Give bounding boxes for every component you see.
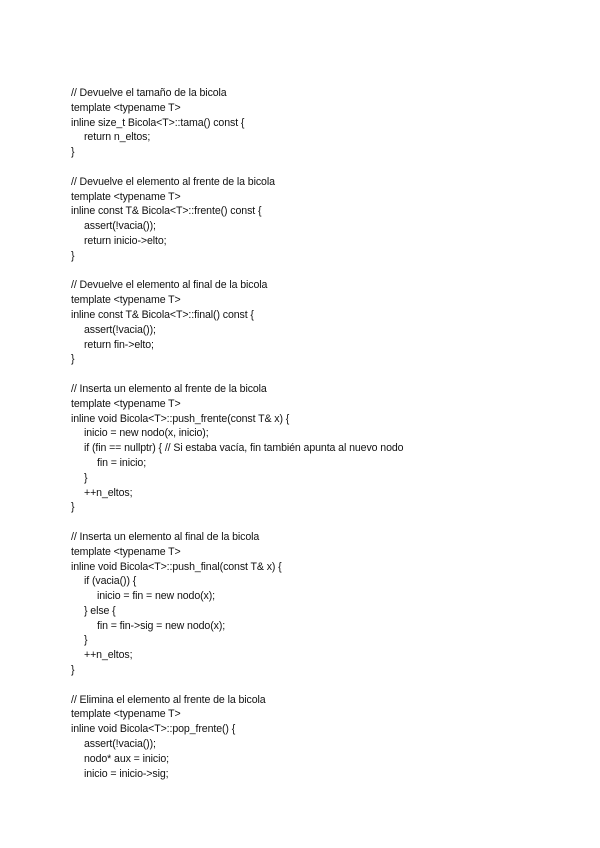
code-line: template <typename T> [71,190,181,203]
code-line: assert(!vacia()); [84,220,156,233]
blank-line [71,160,591,175]
code-line: nodo* aux = inicio; [84,752,169,765]
function-block [71,86,591,160]
code-line: return n_eltos; [84,131,151,144]
blank-line [71,264,591,279]
code-comment-line: // Inserta un elemento al final de la bicola [71,530,260,543]
code-line: ++n_eltos; [84,486,133,499]
code-comment-line: // Devuelve el tamaño de la bicola [71,87,227,99]
code-line: template <typename T> [71,545,181,558]
code-line: template <typename T> [71,397,181,410]
code-line: template <typename T> [71,294,181,307]
code-line: inline const T& Bicola<T>::frente() const { [71,205,262,218]
code-comment-line: // Elimina el elemento al frente de la bicola [71,693,266,706]
code-listing [71,86,591,781]
code-line: assert(!vacia()); [84,738,156,751]
code-line: } [84,471,88,484]
code-line: inline const T& Bicola<T>::final() const { [71,308,254,321]
code-line: inicio = new nodo(x, inicio); [84,427,209,440]
blank-line [71,515,591,530]
code-line: template <typename T> [71,101,181,114]
function-block [71,530,591,678]
blank-line [71,367,591,382]
function-block [71,175,591,264]
code-line: inline void Bicola<T>::pop_frente() { [71,723,236,736]
function-block [71,693,591,782]
code-line: } [71,353,75,366]
code-line: fin = inicio; [97,456,147,469]
code-line: inicio = fin = new nodo(x); [97,590,216,603]
code-line: } [71,249,75,262]
code-line: } [71,664,75,677]
code-line: ++n_eltos; [84,649,133,662]
code-line: if (vacia()) { [84,575,137,588]
code-line: fin = fin->sig = new nodo(x); [97,619,226,632]
code-line: return inicio->elto; [84,234,167,247]
code-line: } else { [84,604,116,617]
code-line: inicio = inicio->sig; [84,767,169,780]
code-comment-line: // Devuelve el elemento al frente de la bicola [71,175,275,188]
code-line: } [71,501,75,514]
code-line: inline size_t Bicola<T>::tama() const { [71,116,245,129]
blank-line [71,678,591,693]
code-line: return fin->elto; [84,338,154,351]
code-line: inline void Bicola<T>::push_final(const T& x) { [71,560,282,573]
code-line: inline void Bicola<T>::push_frente(const T& x) { [71,412,290,425]
code-line: template <typename T> [71,708,181,721]
code-comment-line: // Inserta un elemento al frente de la bicola [71,382,267,395]
code-comment-line: // Devuelve el elemento al final de la bicola [71,279,268,292]
code-line: assert(!vacia()); [84,323,156,336]
function-block [71,382,591,515]
code-line: if (fin == nullptr) { // Si estaba vacía, fin también apunta al nuevo nodo [84,442,404,455]
code-line: } [71,146,75,159]
function-block [71,278,591,367]
code-line: } [84,634,88,647]
